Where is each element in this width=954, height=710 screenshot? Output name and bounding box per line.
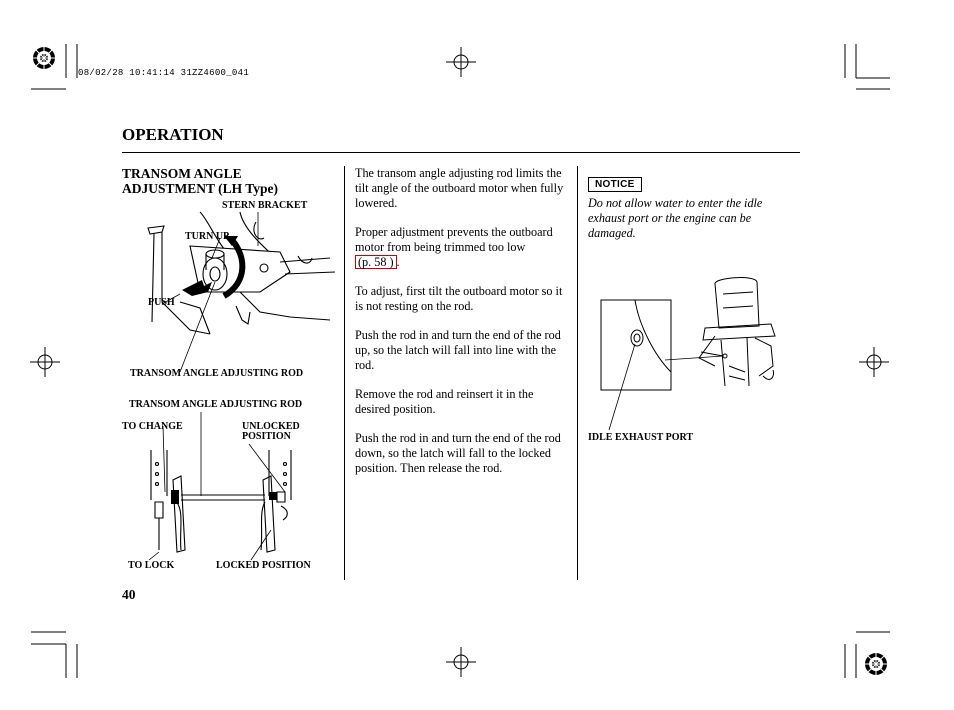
label-turn-up: TURN UP <box>185 231 230 242</box>
transom-rod-illustration <box>140 212 340 352</box>
label-idle-exhaust-port: IDLE EXHAUST PORT <box>588 432 694 443</box>
header-rule <box>122 152 800 153</box>
notice-badge: NOTICE <box>588 177 642 192</box>
label-to-change: TO CHANGE <box>122 421 183 432</box>
column-divider-1 <box>344 166 345 580</box>
starburst-mark-top-left <box>33 47 55 69</box>
label-transom-rod-2: TRANSOM ANGLE ADJUSTING ROD <box>129 399 303 410</box>
paragraph-4: Push the rod in and turn the end of the rod up, so the latch will fall into line with the rod. <box>355 328 561 372</box>
label-unlocked-position <box>242 422 300 442</box>
column-divider-2 <box>577 166 578 580</box>
paragraph-2-end: . <box>396 255 400 269</box>
label-push: PUSH <box>148 297 175 308</box>
section-title: OPERATION <box>122 125 224 144</box>
label-unlocked-line1: UNLOCKED <box>242 421 300 432</box>
paragraph-6: Push the rod in and turn the end of the rod down, so the latch will fall to the locked position. Then release the rod. <box>355 431 561 475</box>
label-locked-position: LOCKED POSITION <box>216 560 311 571</box>
subsection-title-line1: TRANSOM ANGLE <box>122 166 242 181</box>
paragraph-1: The transom angle adjusting rod limits the tilt angle of the outboard motor when fully lowered. <box>355 166 564 210</box>
idle-exhaust-port-illustration <box>595 276 795 416</box>
notice-text: Do not allow water to enter the idle exhaust port or the engine can be damaged. <box>588 196 763 240</box>
subsection-title <box>122 166 278 196</box>
label-stern-bracket: STERN BRACKET <box>222 200 308 211</box>
subsection-title-line2: ADJUSTMENT (LH Type) <box>122 181 279 196</box>
label-transom-rod-1: TRANSOM ANGLE ADJUSTING ROD <box>130 368 304 379</box>
label-to-lock: TO LOCK <box>128 560 175 571</box>
page-number: 40 <box>122 587 136 602</box>
instructions-column <box>355 166 567 490</box>
paragraph-2-text: Proper adjustment prevents the outboard motor from being trimmed too low <box>355 225 553 254</box>
page-reference-link[interactable]: (p. 58 ) <box>355 255 397 269</box>
print-stamp: 08/02/28 10:41:14 31ZZ4600_041 <box>78 68 250 78</box>
starburst-mark-bottom-right <box>865 653 887 675</box>
paragraph-5: Remove the rod and reinsert it in the desired position. <box>355 387 534 416</box>
lock-position-illustration <box>145 440 325 560</box>
paragraph-3: To adjust, first tilt the outboard motor so it is not resting on the rod. <box>355 284 563 313</box>
label-unlocked-line2: POSITION <box>242 431 291 442</box>
paragraph-2 <box>355 225 567 270</box>
